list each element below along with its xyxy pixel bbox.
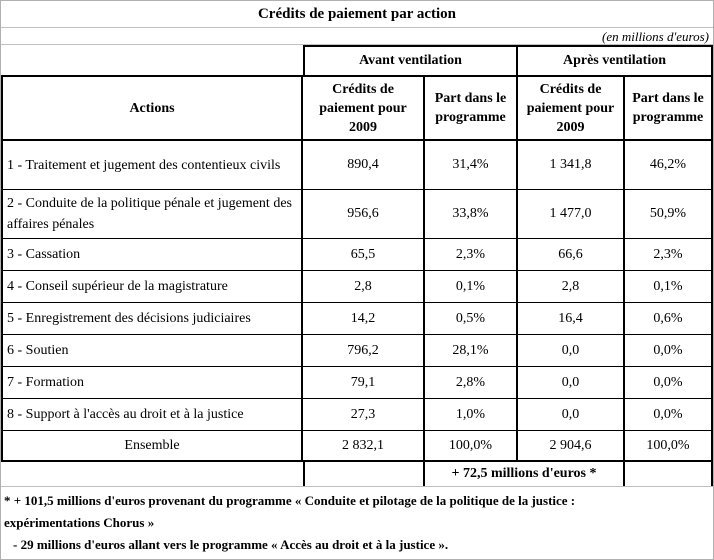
- cp-avant-cell: 14,2: [303, 303, 425, 334]
- empty-cell: [1, 462, 303, 486]
- footnotes-block: [1, 486, 713, 557]
- action-cell: 1 - Traitement et jugement des contentieux civils: [1, 141, 303, 189]
- table-row: [1, 367, 713, 399]
- cp-avant-cell: 65,5: [303, 239, 425, 270]
- group-header-row: [1, 45, 713, 77]
- table-row: [1, 141, 713, 190]
- cp-apres-cell: 0,0: [518, 399, 625, 430]
- cp-apres-cell: 1 341,8: [518, 141, 625, 189]
- action-cell: 3 - Cassation: [1, 239, 303, 270]
- part-avant-cell: 28,1%: [425, 335, 518, 366]
- cp-avant-cell: 79,1: [303, 367, 425, 398]
- cp-avant-cell: 956,6: [303, 190, 425, 238]
- part-avant-cell: 31,4%: [425, 141, 518, 189]
- header-cp-apres: Crédits de paiement pour 2009: [518, 77, 625, 139]
- header-actions: Actions: [1, 77, 303, 139]
- column-header-row: [1, 77, 713, 141]
- table-row: [1, 239, 713, 271]
- total-row: [1, 431, 713, 462]
- empty-cell: [625, 462, 713, 486]
- transfer-note-row: [1, 462, 713, 486]
- part-avant-cell: 0,5%: [425, 303, 518, 334]
- group-header-apres: Après ventilation: [518, 45, 713, 75]
- total-part-avant-cell: 100,0%: [425, 431, 518, 460]
- cp-apres-cell: 66,6: [518, 239, 625, 270]
- table-row: [1, 335, 713, 367]
- part-apres-cell: 50,9%: [625, 190, 713, 238]
- cp-apres-cell: 16,4: [518, 303, 625, 334]
- cp-avant-cell: 890,4: [303, 141, 425, 189]
- table-row: [1, 303, 713, 335]
- header-part-avant: Part dans le programme: [425, 77, 518, 139]
- table-row: [1, 271, 713, 303]
- footnote-line-2: expérimentations Chorus »: [4, 515, 155, 530]
- unit-note: (en millions d'euros): [1, 28, 713, 45]
- part-apres-cell: 0,6%: [625, 303, 713, 334]
- cp-apres-cell: 0,0: [518, 335, 625, 366]
- action-cell: 4 - Conseil supérieur de la magistrature: [1, 271, 303, 302]
- part-apres-cell: 46,2%: [625, 141, 713, 189]
- header-part-apres: Part dans le programme: [625, 77, 713, 139]
- action-cell: 2 - Conduite de la politique pénale et jugement des affaires pénales: [1, 190, 303, 238]
- part-apres-cell: 0,1%: [625, 271, 713, 302]
- header-cp-avant: Crédits de paiement pour 2009: [303, 77, 425, 139]
- total-part-apres-cell: 100,0%: [625, 431, 713, 460]
- action-cell: 5 - Enregistrement des décisions judiciaires: [1, 303, 303, 334]
- cp-apres-cell: 0,0: [518, 367, 625, 398]
- footnote-line-1: * + 101,5 millions d'euros provenant du programme « Conduite et pilotage de la politique de la justice :: [4, 493, 576, 508]
- part-apres-cell: 0,0%: [625, 335, 713, 366]
- cp-apres-cell: 1 477,0: [518, 190, 625, 238]
- part-avant-cell: 1,0%: [425, 399, 518, 430]
- action-cell: 8 - Support à l'accès au droit et à la justice: [1, 399, 303, 430]
- table-row: [1, 190, 713, 239]
- action-cell: 6 - Soutien: [1, 335, 303, 366]
- empty-corner-cell: [1, 45, 303, 75]
- action-cell: 7 - Formation: [1, 367, 303, 398]
- footnote-line-3: - 29 millions d'euros allant vers le programme « Accès au droit et à la justice ».: [13, 537, 449, 552]
- part-avant-cell: 0,1%: [425, 271, 518, 302]
- part-avant-cell: 2,8%: [425, 367, 518, 398]
- cp-apres-cell: 2,8: [518, 271, 625, 302]
- transfer-note-cell: + 72,5 millions d'euros *: [425, 462, 625, 486]
- group-header-avant: Avant ventilation: [303, 45, 518, 75]
- cp-avant-cell: 796,2: [303, 335, 425, 366]
- part-apres-cell: 0,0%: [625, 367, 713, 398]
- part-avant-cell: 2,3%: [425, 239, 518, 270]
- total-label-cell: Ensemble: [1, 431, 303, 460]
- part-apres-cell: 2,3%: [625, 239, 713, 270]
- part-apres-cell: 0,0%: [625, 399, 713, 430]
- cp-avant-cell: 27,3: [303, 399, 425, 430]
- total-cp-avant-cell: 2 832,1: [303, 431, 425, 460]
- total-cp-apres-cell: 2 904,6: [518, 431, 625, 460]
- table-row: [1, 399, 713, 431]
- page-title: Crédits de paiement par action: [1, 1, 713, 28]
- part-avant-cell: 33,8%: [425, 190, 518, 238]
- cp-avant-cell: 2,8: [303, 271, 425, 302]
- empty-cell: [303, 462, 425, 486]
